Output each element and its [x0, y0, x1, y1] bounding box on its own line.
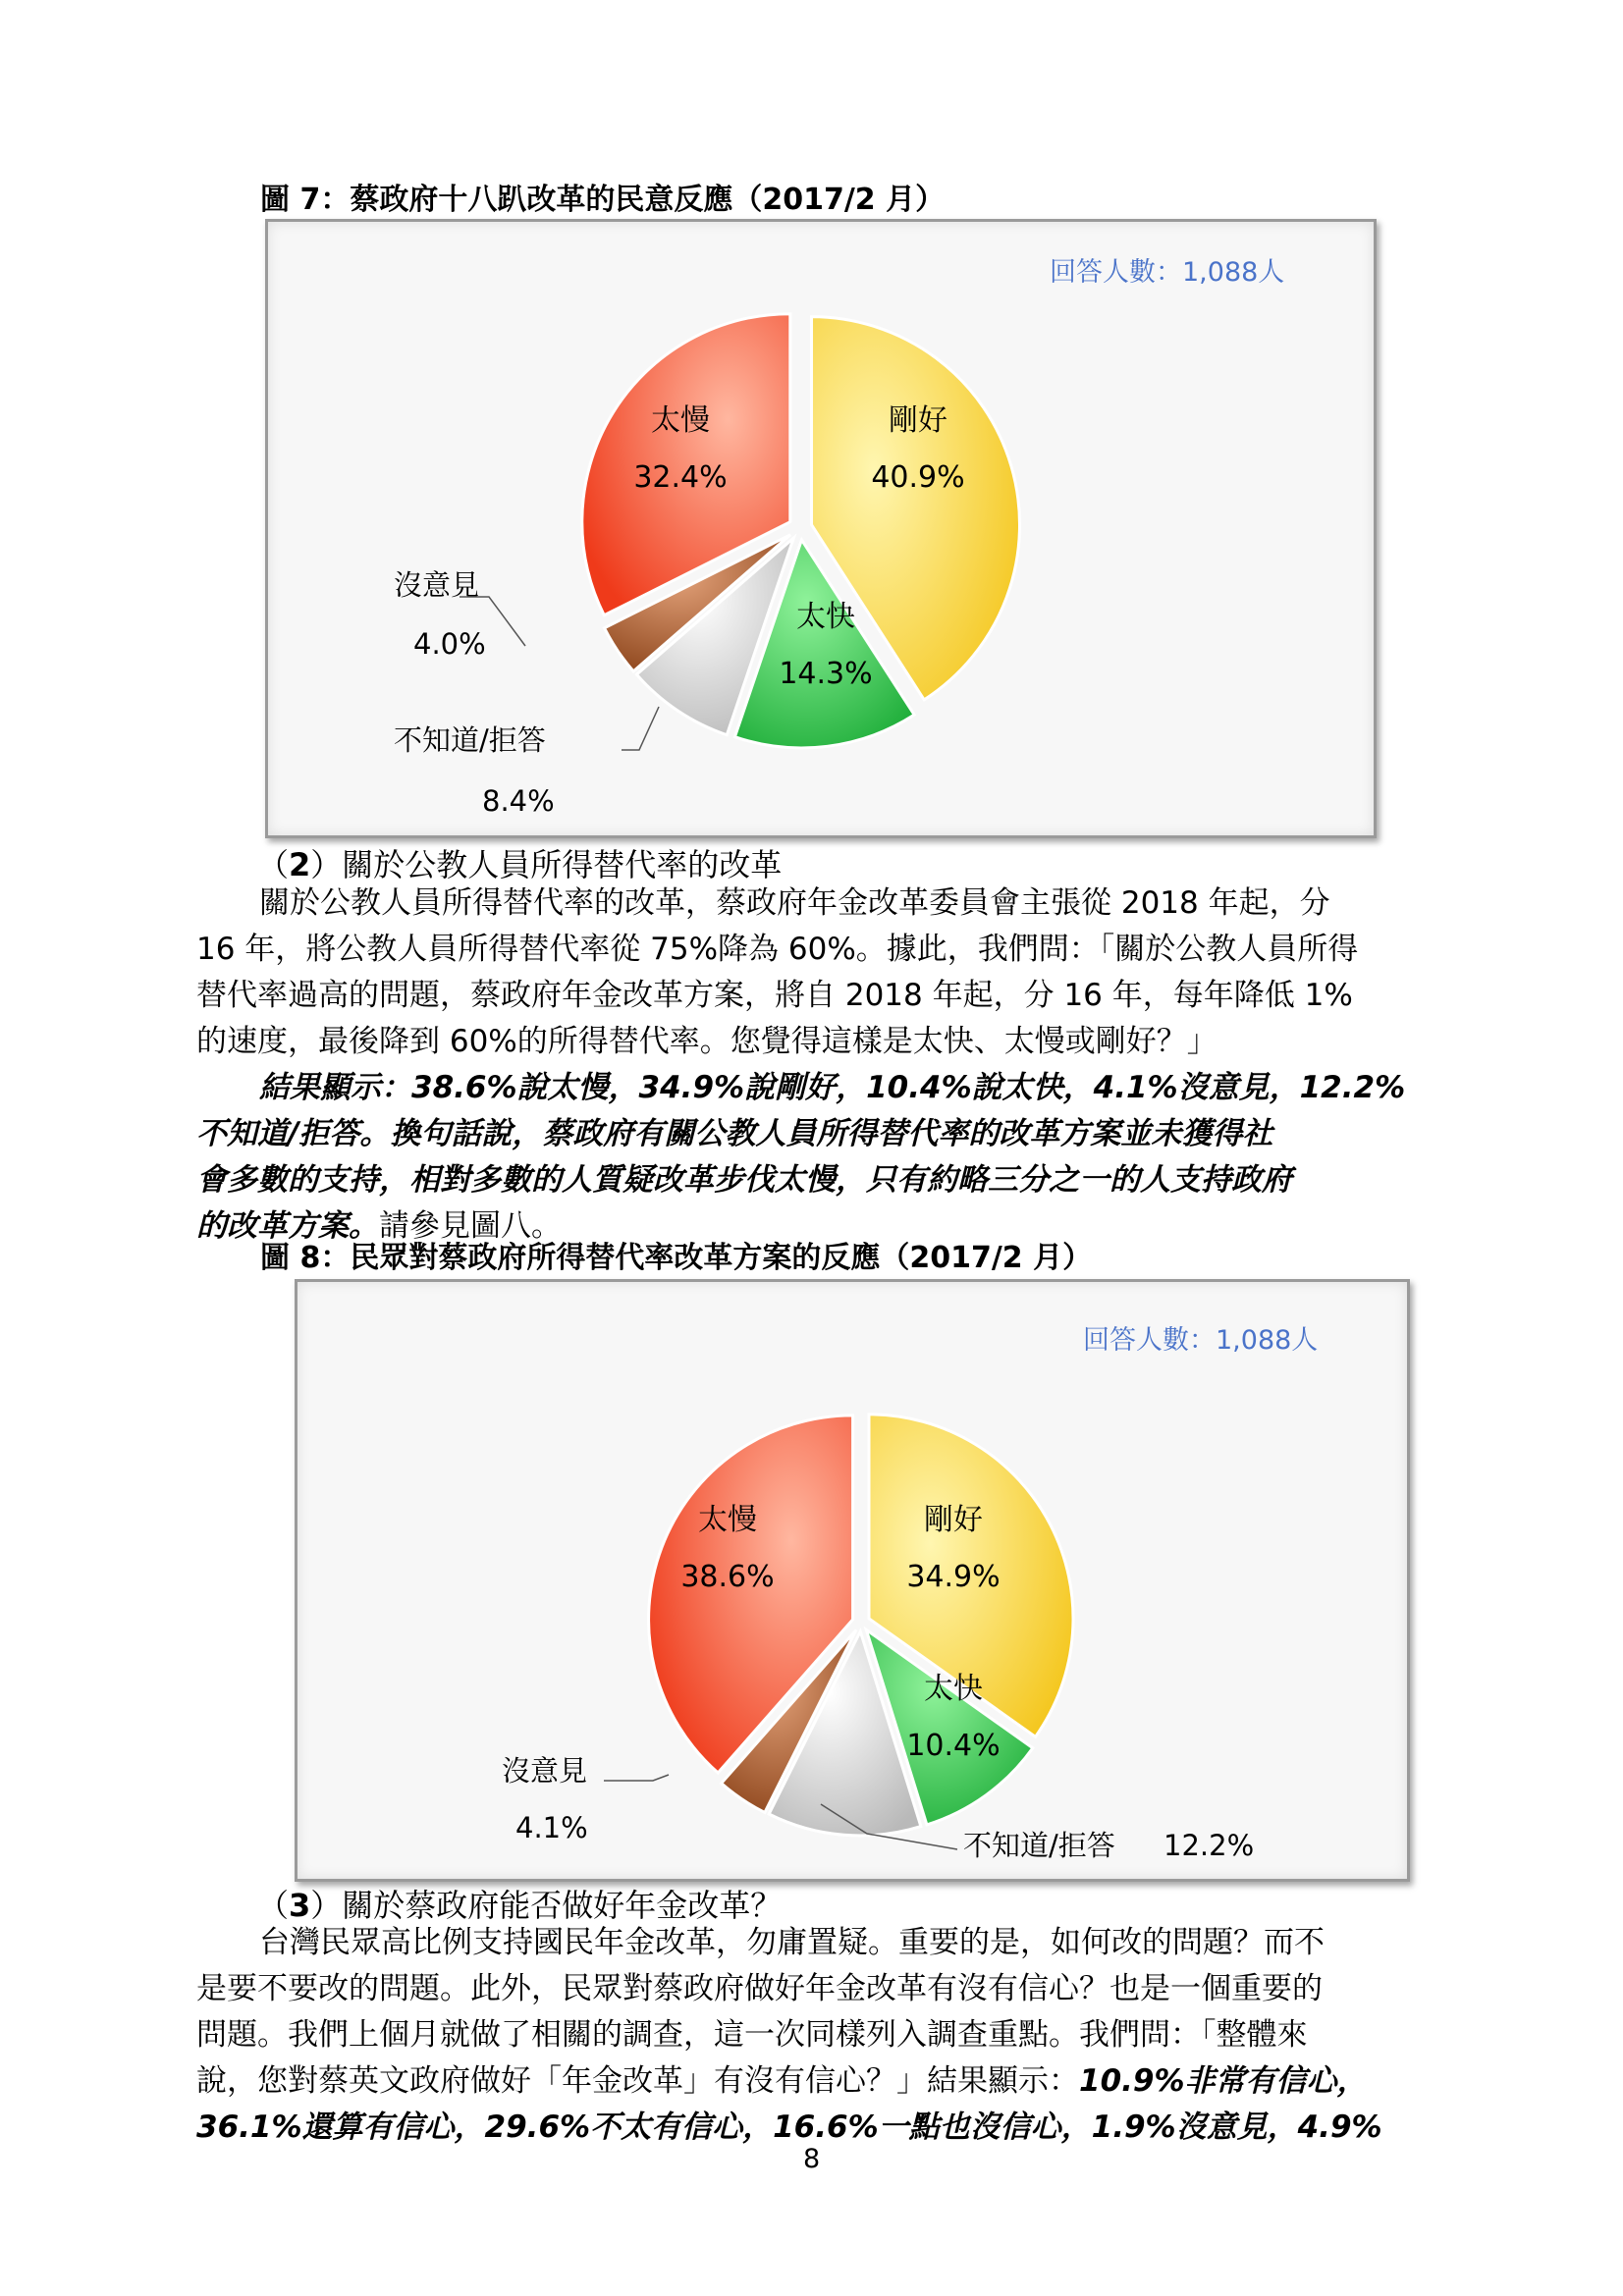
- pie7-label-noopinion-value: 4.0%: [413, 627, 486, 661]
- section3-heading-num: 3: [289, 1887, 311, 1924]
- section3-line-1: 台灣民眾高比例支持國民年金改革，勿庸置疑。重要的是，如何改的問題？而不: [259, 1925, 1325, 1960]
- section2-result-3: 會多數的支持，相對多數的人質疑改革步伐太慢，只有約略三分之一的人支持政府: [196, 1162, 1292, 1198]
- figure7-respondents: 回答人數：1,088人: [1050, 257, 1285, 288]
- pie8-label-right-name: 剛好: [924, 1503, 983, 1537]
- figure7-pie-chart: [268, 222, 1374, 835]
- section3-body: [196, 1920, 1382, 2151]
- section2-line-1: 關於公教人員所得替代率的改革，蔡政府年金改革委員會主張從 2018 年起，分: [259, 885, 1330, 921]
- pie8-label-dontknow-value: 12.2%: [1163, 1829, 1255, 1862]
- section2-result-2: 不知道/拒答。換句話說，蔡政府有關公教人員所得替代率的改革方案並未獲得社: [196, 1116, 1273, 1151]
- section3-line-5: 36.1%還算有信心，29.6%不太有信心，16.6%一點也沒信心，1.9%沒意見，4.9%: [196, 2109, 1382, 2145]
- section2-line-4: 的速度，最後降到 60%的所得替代率。您覺得這樣是太快、太慢或剛好？」: [196, 1024, 1217, 1059]
- pie8-label-right-value: 34.9%: [906, 1560, 1001, 1594]
- section2-result-1: 結果顯示：38.6%說太慢，34.9%說剛好，10.4%說太快，4.1%沒意見，12.2%: [259, 1070, 1406, 1105]
- pie7-label-dontknow-value: 8.4%: [482, 784, 555, 818]
- figure8-chart-frame: [295, 1279, 1410, 1882]
- pie7-label-dontknow-name: 不知道/拒答: [394, 723, 546, 757]
- pie7-label-right-name: 剛好: [889, 403, 947, 438]
- figure8-respondents: 回答人數：1,088人: [1083, 1325, 1319, 1356]
- section2-heading: （2）關於公教人員所得替代率的改革: [257, 846, 783, 883]
- pie8-label-dontknow-name: 不知道/拒答: [963, 1829, 1115, 1862]
- pie7-label-fast-name: 太快: [796, 600, 855, 634]
- section2-line-2: 16 年，將公教人員所得替代率從 75%降為 60%。據此，我們問：「關於公教人員所得: [196, 932, 1359, 967]
- section3-line-3: 問題。我們上個月就做了相關的調查，這一次同樣列入調查重點。我們問：「整體來: [196, 2017, 1308, 2053]
- pie7-label-fast-value: 14.3%: [779, 657, 873, 691]
- pie8-label-noopinion-value: 4.1%: [515, 1811, 588, 1844]
- section3-heading-text: 關於蔡政府能否做好年金改革？: [342, 1887, 783, 1924]
- figure8-pie-chart: [298, 1282, 1407, 1879]
- pie7-label-slow-name: 太慢: [651, 403, 710, 438]
- pie7-label-slow-value: 32.4%: [633, 460, 728, 495]
- section2-line-3: 替代率過高的問題，蔡政府年金改革方案，將自 2018 年起，分 16 年，每年降低 1%: [196, 978, 1353, 1013]
- section2-heading-text: 關於公教人員所得替代率的改革: [342, 846, 783, 883]
- section3-line-4-bold: 10.9%非常有信心，: [1079, 2063, 1368, 2099]
- section3-line-2: 是要不要改的問題。此外，民眾對蔡政府做好年金改革有沒有信心？也是一個重要的: [196, 1971, 1323, 2006]
- section3-line-4-plain: 說，您對蔡英文政府做好「年金改革」有沒有信心？」結果顯示：: [196, 2063, 1079, 2099]
- pie8-label-slow-name: 太慢: [698, 1503, 757, 1537]
- figure7-chart-frame: [265, 219, 1377, 838]
- section3-heading: （3）關於蔡政府能否做好年金改革？: [257, 1887, 783, 1924]
- pie7-label-noopinion-name: 沒意見: [394, 568, 480, 602]
- pie7-leader-dontknow: [622, 707, 659, 750]
- pie8-label-fast-name: 太快: [924, 1672, 983, 1706]
- figure8-caption: 圖 8：民眾對蔡政府所得替代率改革方案的反應（2017/2 月）: [260, 1241, 1093, 1275]
- pie8-leader-noopinion: [604, 1775, 669, 1781]
- pie7-label-right-value: 40.9%: [871, 460, 965, 495]
- page-number: 8: [803, 2144, 821, 2174]
- figure7-caption: 圖 7：蔡政府十八趴改革的民意反應（2017/2 月）: [260, 183, 946, 217]
- section2-heading-num: 2: [289, 846, 311, 883]
- section2-result-4: 的改革方案。: [196, 1208, 379, 1244]
- section2-see-figure: 請參見圖八。: [379, 1208, 562, 1244]
- pie8-label-noopinion-name: 沒意見: [502, 1754, 588, 1788]
- pie8-label-fast-value: 10.4%: [906, 1729, 1001, 1763]
- pie8-label-slow-value: 38.6%: [680, 1560, 775, 1594]
- section2-body: [196, 881, 1405, 1250]
